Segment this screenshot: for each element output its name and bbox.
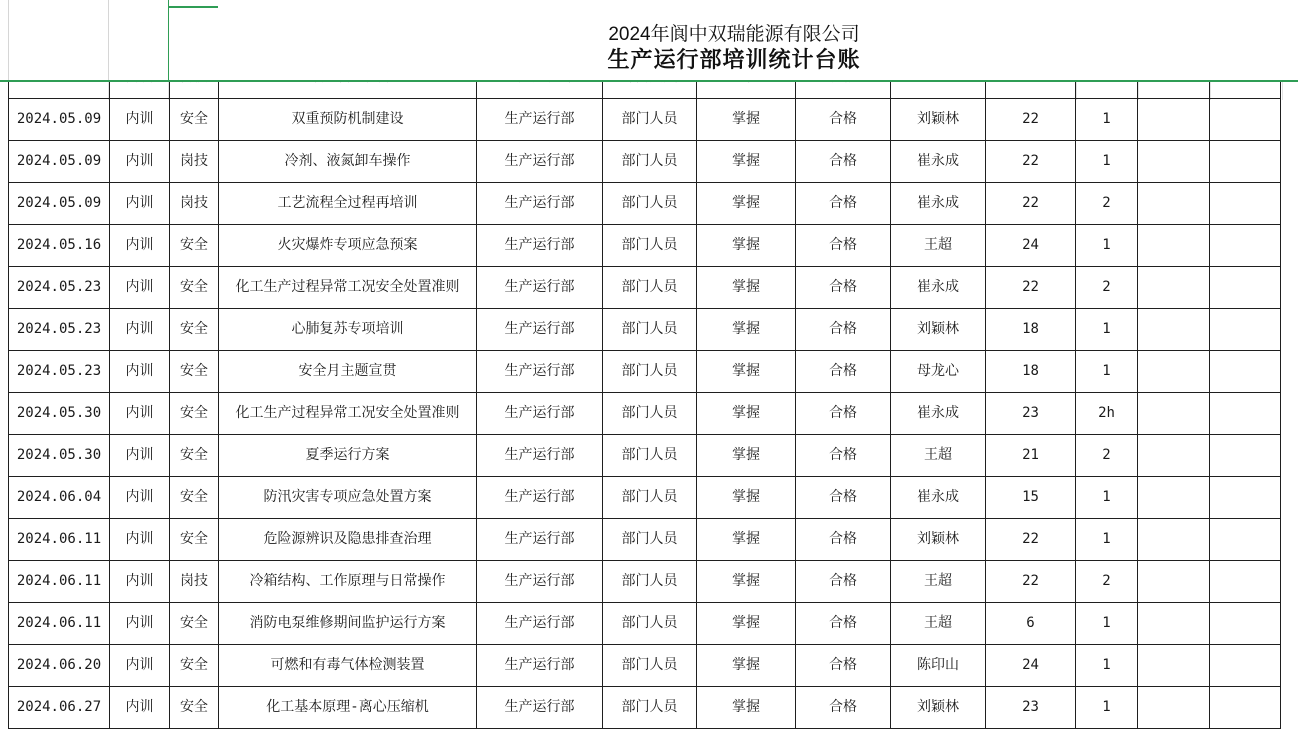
cell-hours[interactable]: 1 <box>1076 309 1138 351</box>
selected-column-border <box>168 0 169 80</box>
cell-target[interactable]: 部门人员 <box>603 435 697 477</box>
cell-topic[interactable]: 化工基本原理-离心压缩机 <box>219 687 477 729</box>
cell-training-type[interactable]: 内训 <box>110 477 170 519</box>
cell-department[interactable]: 生产运行部 <box>477 267 603 309</box>
cell-empty[interactable] <box>1210 267 1281 309</box>
cell-date[interactable]: 2024.05.09 <box>9 141 110 183</box>
cell-category[interactable]: 安全 <box>170 309 219 351</box>
cell-category[interactable]: 安全 <box>170 225 219 267</box>
cell-trainer[interactable]: 崔永成 <box>891 141 986 183</box>
cell-empty[interactable] <box>1138 645 1210 687</box>
cell-empty[interactable] <box>1138 141 1210 183</box>
cell-trainer[interactable]: 崔永成 <box>891 477 986 519</box>
cell-date[interactable]: 2024.06.11 <box>9 603 110 645</box>
cell-category[interactable]: 安全 <box>170 351 219 393</box>
gridline <box>8 0 9 80</box>
cell-result[interactable]: 合格 <box>796 267 891 309</box>
table-row[interactable] <box>9 225 1281 267</box>
cell-date[interactable]: 2024.06.20 <box>9 645 110 687</box>
cell-trainer[interactable]: 崔永成 <box>891 393 986 435</box>
cell-target[interactable]: 部门人员 <box>603 141 697 183</box>
cell-training-type[interactable]: 内训 <box>110 687 170 729</box>
company-title: 2024年阆中双瑞能源有限公司 <box>608 24 860 45</box>
table-row[interactable] <box>9 435 1281 477</box>
cell-department[interactable]: 生产运行部 <box>477 435 603 477</box>
cell-target[interactable]: 部门人员 <box>603 687 697 729</box>
cell-date[interactable]: 2024.06.27 <box>9 687 110 729</box>
cell-requirement[interactable]: 掌握 <box>697 519 796 561</box>
cell-department[interactable]: 生产运行部 <box>477 645 603 687</box>
table-body <box>9 57 1281 729</box>
cell-category[interactable]: 安全 <box>170 393 219 435</box>
cell-department[interactable]: 生产运行部 <box>477 603 603 645</box>
cell-empty[interactable] <box>1138 351 1210 393</box>
cell-hours[interactable]: 1 <box>1076 477 1138 519</box>
cell-hours[interactable]: 1 <box>1076 99 1138 141</box>
cell-department[interactable]: 生产运行部 <box>477 183 603 225</box>
cell-target[interactable]: 部门人员 <box>603 267 697 309</box>
cell-topic[interactable]: 消防电泵维修期间监护运行方案 <box>219 603 477 645</box>
cell-topic[interactable]: 心肺复苏专项培训 <box>219 309 477 351</box>
cell-empty[interactable] <box>1210 435 1281 477</box>
cell-department[interactable]: 生产运行部 <box>477 519 603 561</box>
cell-hours[interactable]: 1 <box>1076 687 1138 729</box>
cell-empty[interactable] <box>1210 141 1281 183</box>
cell-count[interactable]: 18 <box>986 351 1076 393</box>
cell-requirement[interactable]: 掌握 <box>697 351 796 393</box>
cell-topic[interactable]: 双重预防机制建设 <box>219 99 477 141</box>
cell-department[interactable]: 生产运行部 <box>477 687 603 729</box>
cell-result[interactable]: 合格 <box>796 393 891 435</box>
cell-empty[interactable] <box>1210 183 1281 225</box>
table-row[interactable] <box>9 309 1281 351</box>
cell-result[interactable]: 合格 <box>796 99 891 141</box>
cell-category[interactable]: 安全 <box>170 603 219 645</box>
cell-target[interactable]: 部门人员 <box>603 99 697 141</box>
cell-department[interactable]: 生产运行部 <box>477 477 603 519</box>
cell-empty[interactable] <box>1138 183 1210 225</box>
cell-empty[interactable] <box>1138 309 1210 351</box>
cell-trainer[interactable]: 刘颖林 <box>891 309 986 351</box>
cell-topic[interactable]: 冷剂、液氮卸车操作 <box>219 141 477 183</box>
table-row[interactable] <box>9 267 1281 309</box>
cell-empty[interactable] <box>1210 309 1281 351</box>
cell-training-type[interactable]: 内训 <box>110 225 170 267</box>
cell-empty[interactable] <box>1138 225 1210 267</box>
cell-category[interactable]: 岗技 <box>170 183 219 225</box>
cell-date[interactable]: 2024.05.30 <box>9 435 110 477</box>
cell-training-type[interactable]: 内训 <box>110 309 170 351</box>
cell-empty[interactable] <box>1210 477 1281 519</box>
cell-date[interactable]: 2024.06.11 <box>9 519 110 561</box>
cell-count[interactable]: 22 <box>986 519 1076 561</box>
cell-department[interactable]: 生产运行部 <box>477 99 603 141</box>
table-row[interactable] <box>9 99 1281 141</box>
cell-empty[interactable] <box>1138 603 1210 645</box>
cell-date[interactable]: 2024.06.04 <box>9 477 110 519</box>
cell-category[interactable]: 安全 <box>170 435 219 477</box>
cell-empty[interactable] <box>1138 519 1210 561</box>
cell-trainer[interactable]: 王超 <box>891 561 986 603</box>
cell-training-type[interactable]: 内训 <box>110 561 170 603</box>
cell-result[interactable]: 合格 <box>796 225 891 267</box>
cell-result[interactable]: 合格 <box>796 435 891 477</box>
cell-topic[interactable]: 火灾爆炸专项应急预案 <box>219 225 477 267</box>
cell-requirement[interactable]: 掌握 <box>697 309 796 351</box>
cell-result[interactable]: 合格 <box>796 603 891 645</box>
cell-hours[interactable]: 2 <box>1076 183 1138 225</box>
cell-empty[interactable] <box>1138 561 1210 603</box>
cell-count[interactable]: 24 <box>986 645 1076 687</box>
cell-target[interactable]: 部门人员 <box>603 393 697 435</box>
cell-date[interactable]: 2024.05.23 <box>9 267 110 309</box>
cell-target[interactable]: 部门人员 <box>603 225 697 267</box>
cell-hours[interactable]: 1 <box>1076 225 1138 267</box>
cell-requirement[interactable]: 掌握 <box>697 393 796 435</box>
cell-target[interactable]: 部门人员 <box>603 519 697 561</box>
cell-empty[interactable] <box>1138 99 1210 141</box>
cell-empty[interactable] <box>1210 393 1281 435</box>
cell-empty[interactable] <box>1210 351 1281 393</box>
cell-training-type[interactable]: 内训 <box>110 183 170 225</box>
cell-date[interactable]: 2024.05.23 <box>9 351 110 393</box>
cell-category[interactable]: 安全 <box>170 99 219 141</box>
cell-trainer[interactable]: 刘颖林 <box>891 519 986 561</box>
cell-topic[interactable]: 夏季运行方案 <box>219 435 477 477</box>
cell-hours[interactable]: 1 <box>1076 351 1138 393</box>
cell-empty[interactable] <box>1210 519 1281 561</box>
cell-training-type[interactable]: 内训 <box>110 351 170 393</box>
cell-empty[interactable] <box>1210 603 1281 645</box>
cell-topic[interactable]: 化工生产过程异常工况安全处置准则 <box>219 393 477 435</box>
cell-result[interactable]: 合格 <box>796 141 891 183</box>
cell-empty[interactable] <box>1138 477 1210 519</box>
cell-trainer[interactable]: 刘颖林 <box>891 99 986 141</box>
cell-count[interactable]: 15 <box>986 477 1076 519</box>
cell-target[interactable]: 部门人员 <box>603 603 697 645</box>
cell-requirement[interactable]: 掌握 <box>697 183 796 225</box>
cell-department[interactable]: 生产运行部 <box>477 309 603 351</box>
ledger-title: 生产运行部培训统计台账 <box>607 48 861 73</box>
cell-category[interactable]: 岗技 <box>170 561 219 603</box>
cell-requirement[interactable]: 掌握 <box>697 267 796 309</box>
cell-empty[interactable] <box>1138 393 1210 435</box>
cell-requirement[interactable]: 掌握 <box>697 687 796 729</box>
cell-target[interactable]: 部门人员 <box>603 645 697 687</box>
cell-hours[interactable]: 1 <box>1076 141 1138 183</box>
cell-empty[interactable] <box>1138 687 1210 729</box>
table-row[interactable] <box>9 477 1281 519</box>
cell-requirement[interactable]: 掌握 <box>697 645 796 687</box>
cell-result[interactable]: 合格 <box>796 183 891 225</box>
cell-date[interactable]: 2024.05.09 <box>9 99 110 141</box>
cell-topic[interactable]: 危险源辨识及隐患排查治理 <box>219 519 477 561</box>
cell-count[interactable]: 24 <box>986 225 1076 267</box>
cell-empty[interactable] <box>1210 225 1281 267</box>
freeze-pane-line <box>0 80 1298 82</box>
cell-trainer[interactable]: 崔永成 <box>891 267 986 309</box>
table-row[interactable] <box>9 603 1281 645</box>
cell-count[interactable]: 22 <box>986 141 1076 183</box>
cell-department[interactable]: 生产运行部 <box>477 225 603 267</box>
cell-topic[interactable]: 防汛灾害专项应急处置方案 <box>219 477 477 519</box>
cell-category[interactable]: 安全 <box>170 477 219 519</box>
cell-topic[interactable]: 安全月主题宣贯 <box>219 351 477 393</box>
cell-count[interactable]: 22 <box>986 183 1076 225</box>
cell-training-type[interactable]: 内训 <box>110 99 170 141</box>
table-row[interactable] <box>9 519 1281 561</box>
cell-requirement[interactable]: 掌握 <box>697 99 796 141</box>
cell-date[interactable]: 2024.05.30 <box>9 393 110 435</box>
frozen-title-area <box>0 0 1298 80</box>
cell-empty[interactable] <box>1210 99 1281 141</box>
cell-target[interactable]: 部门人员 <box>603 477 697 519</box>
cell-requirement[interactable]: 掌握 <box>697 435 796 477</box>
cell-count[interactable]: 6 <box>986 603 1076 645</box>
cell-trainer[interactable]: 母龙心 <box>891 351 986 393</box>
cell-training-type[interactable]: 内训 <box>110 435 170 477</box>
cell-department[interactable]: 生产运行部 <box>477 141 603 183</box>
cell-hours[interactable]: 1 <box>1076 519 1138 561</box>
table-row[interactable] <box>9 561 1281 603</box>
cell-empty[interactable] <box>1138 435 1210 477</box>
cell-date[interactable]: 2024.06.11 <box>9 561 110 603</box>
cell-hours[interactable]: 1 <box>1076 645 1138 687</box>
cell-result[interactable]: 合格 <box>796 519 891 561</box>
cell-topic[interactable]: 冷箱结构、工作原理与日常操作 <box>219 561 477 603</box>
cell-hours[interactable]: 2h <box>1076 393 1138 435</box>
cell-empty[interactable] <box>1210 561 1281 603</box>
cell-topic[interactable]: 化工生产过程异常工况安全处置准则 <box>219 267 477 309</box>
cell-count[interactable]: 22 <box>986 99 1076 141</box>
cell-category[interactable]: 岗技 <box>170 141 219 183</box>
cell-result[interactable]: 合格 <box>796 309 891 351</box>
cell-requirement[interactable]: 掌握 <box>697 561 796 603</box>
table-row[interactable] <box>9 351 1281 393</box>
training-ledger-table[interactable] <box>8 56 1281 729</box>
cell-count[interactable]: 22 <box>986 561 1076 603</box>
cell-trainer[interactable]: 王超 <box>891 435 986 477</box>
cell-requirement[interactable]: 掌握 <box>697 141 796 183</box>
cell-result[interactable]: 合格 <box>796 561 891 603</box>
cell-hours[interactable]: 1 <box>1076 603 1138 645</box>
cell-requirement[interactable]: 掌握 <box>697 603 796 645</box>
cell-date[interactable]: 2024.05.16 <box>9 225 110 267</box>
selected-cell-indicator <box>168 6 218 8</box>
cell-training-type[interactable]: 内训 <box>110 519 170 561</box>
cell-training-type[interactable]: 内训 <box>110 645 170 687</box>
table-row[interactable] <box>9 687 1281 729</box>
cell-training-type[interactable]: 内训 <box>110 393 170 435</box>
cell-department[interactable]: 生产运行部 <box>477 351 603 393</box>
cell-hours[interactable]: 2 <box>1076 435 1138 477</box>
cell-count[interactable]: 18 <box>986 309 1076 351</box>
cell-training-type[interactable]: 内训 <box>110 141 170 183</box>
cell-training-type[interactable]: 内训 <box>110 267 170 309</box>
gridline <box>108 0 109 80</box>
cell-category[interactable]: 安全 <box>170 645 219 687</box>
cell-count[interactable]: 21 <box>986 435 1076 477</box>
cell-count[interactable]: 22 <box>986 267 1076 309</box>
cell-result[interactable]: 合格 <box>796 477 891 519</box>
cell-trainer[interactable]: 王超 <box>891 225 986 267</box>
cell-result[interactable]: 合格 <box>796 351 891 393</box>
cell-count[interactable]: 23 <box>986 393 1076 435</box>
cell-target[interactable]: 部门人员 <box>603 561 697 603</box>
table-row[interactable] <box>9 183 1281 225</box>
cell-hours[interactable]: 2 <box>1076 267 1138 309</box>
table-row[interactable] <box>9 141 1281 183</box>
cell-date[interactable]: 2024.05.09 <box>9 183 110 225</box>
cell-empty[interactable] <box>1138 267 1210 309</box>
cell-count[interactable]: 23 <box>986 687 1076 729</box>
cell-trainer[interactable]: 刘颖林 <box>891 687 986 729</box>
cell-trainer[interactable]: 王超 <box>891 603 986 645</box>
cell-result[interactable]: 合格 <box>796 687 891 729</box>
cell-category[interactable]: 安全 <box>170 519 219 561</box>
cell-target[interactable]: 部门人员 <box>603 351 697 393</box>
cell-topic[interactable]: 可燃和有毒气体检测装置 <box>219 645 477 687</box>
cell-category[interactable]: 安全 <box>170 267 219 309</box>
cell-training-type[interactable]: 内训 <box>110 603 170 645</box>
cell-requirement[interactable]: 掌握 <box>697 477 796 519</box>
cell-empty[interactable] <box>1210 687 1281 729</box>
cell-target[interactable]: 部门人员 <box>603 183 697 225</box>
cell-trainer[interactable]: 陈印山 <box>891 645 986 687</box>
table-row[interactable] <box>9 393 1281 435</box>
cell-empty[interactable] <box>1210 645 1281 687</box>
cell-result[interactable]: 合格 <box>796 645 891 687</box>
cell-category[interactable]: 安全 <box>170 687 219 729</box>
cell-target[interactable]: 部门人员 <box>603 309 697 351</box>
cell-department[interactable]: 生产运行部 <box>477 561 603 603</box>
table-row[interactable] <box>9 645 1281 687</box>
cell-requirement[interactable]: 掌握 <box>697 225 796 267</box>
cell-department[interactable]: 生产运行部 <box>477 393 603 435</box>
cell-trainer[interactable]: 崔永成 <box>891 183 986 225</box>
cell-date[interactable]: 2024.05.23 <box>9 309 110 351</box>
cell-hours[interactable]: 2 <box>1076 561 1138 603</box>
cell-topic[interactable]: 工艺流程全过程再培训 <box>219 183 477 225</box>
